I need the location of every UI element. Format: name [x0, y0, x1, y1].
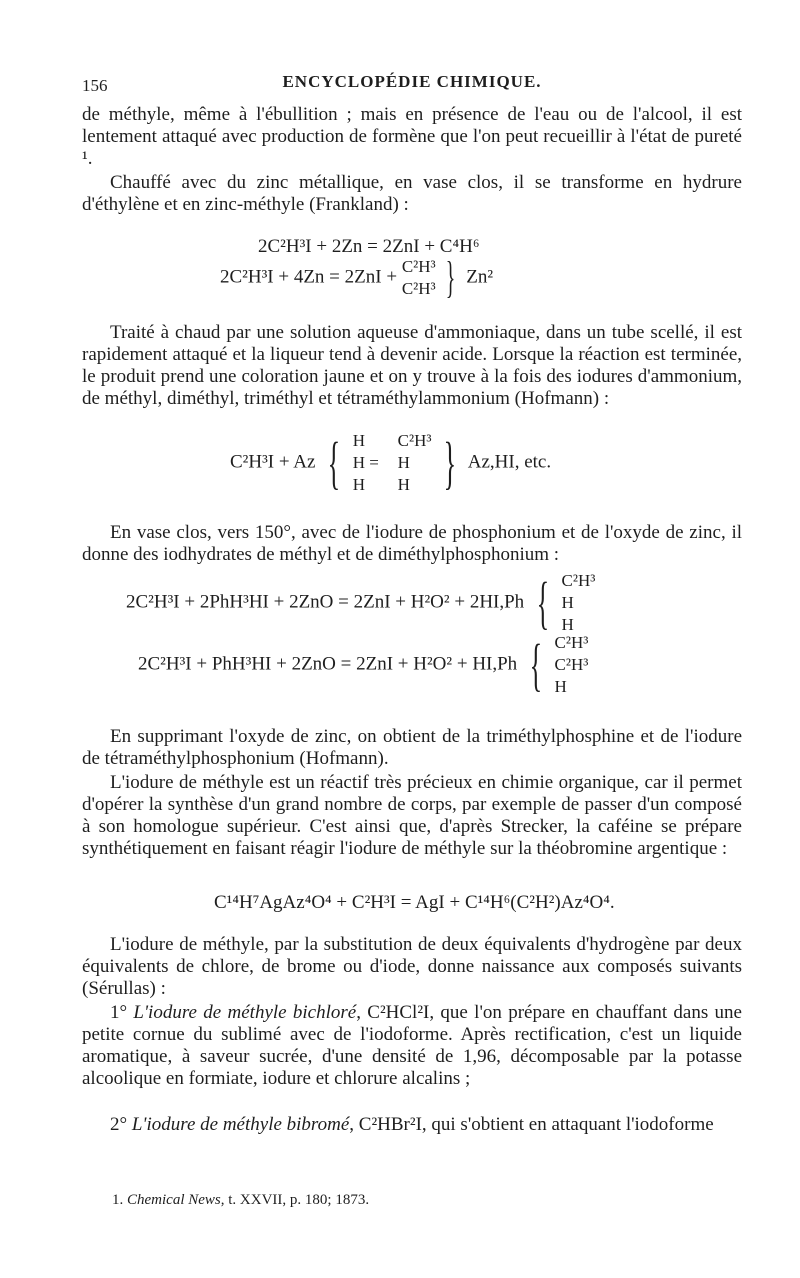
equation-left: C²H³I + Az [230, 451, 316, 473]
brace-symbol: } [443, 430, 457, 495]
item-number: 1° [110, 1002, 134, 1023]
brace-symbol: { [536, 570, 550, 635]
paragraph-text: En vase clos, vers 150°, avec de l'iodure de phosphonium et de l'oxyde de zinc, il donne des iodhydrates de méthyl et de diméthylphosphonium : [82, 522, 742, 565]
paragraph-text: de méthyle, même à l'ébullition ; mais en présence de l'eau ou de l'alcool, il est lentement attaqué avec production de formène que l'on peut recueillir à l'état de pureté ¹. [82, 104, 742, 169]
paragraph-text [82, 1002, 742, 1090]
stack-line: H [554, 677, 567, 696]
equation-left: 2C²H³I + 2PhH³HI + 2ZnO = 2ZnI + H²O² + 2HI,Ph [126, 591, 525, 613]
page-number: 156 [82, 76, 108, 95]
paragraph-text [82, 1114, 742, 1136]
equation-stack [402, 256, 436, 300]
paragraph-text: L'iodure de méthyle est un réactif très précieux en chimie organique, car il permet d'opérer la synthèse d'un grand nombre de corps, par exemple de passer d'un composé à son homologue supérieur. C'est ainsi que, d'après Strecker, la caféine se prépare synthétiquement en faisant réagir l'iodure de méthyle sur la théobromine argentique : [82, 772, 742, 859]
footnote-details: , t. XXVII, p. 180; 1873. [220, 1192, 370, 1208]
stack-line: C²H³ [397, 431, 432, 450]
paragraph-text: En supprimant l'oxyde de zinc, on obtient de la triméthylphosphine et de l'iodure de tétraméthylphosphonium (Hofmann). [82, 726, 742, 769]
stack-line: H [352, 431, 366, 450]
footnote-number: 1. [112, 1192, 127, 1208]
paragraph-2 [82, 172, 742, 216]
stack-line: H [397, 475, 410, 494]
paragraph-9 [82, 1114, 742, 1136]
equation-3 [230, 430, 551, 496]
paragraph-text: Chauffé avec du zinc métallique, en vase clos, il se transforme en hydrure d'éthylène et en zinc-méthyle (Frankland) : [82, 172, 742, 215]
paragraph-3 [82, 322, 742, 410]
equation-stack [398, 430, 432, 496]
paragraph-1 [82, 104, 742, 170]
equation-right: Az,HI, etc. [467, 451, 552, 473]
equation-5 [138, 632, 588, 698]
equation-stack [562, 570, 596, 636]
brace-symbol: { [529, 632, 543, 697]
equation-6: C¹⁴H⁷AgAz⁴O⁴ + C²H³I = AgI + C¹⁴H⁶(C²H²)Az⁴O⁴. [214, 892, 615, 913]
stack-line: C²H³ [554, 655, 589, 674]
stack-line: H [561, 593, 574, 612]
stack-line: H [561, 615, 574, 634]
item-title: L'iodure de méthyle bibromé [131, 1114, 350, 1135]
equation-2 [220, 253, 494, 302]
paragraph-5 [82, 726, 742, 770]
stack-line: H = [352, 453, 379, 472]
brace-symbol: { [327, 430, 341, 495]
paragraph-7 [82, 934, 742, 1000]
equation-stack [555, 632, 589, 698]
item-body: , C²HBr²I, qui s'obtient en attaquant l'iodoforme [349, 1114, 714, 1135]
stack-line: C²H³ [401, 279, 436, 298]
item-body: , C²HCl²I, que l'on prépare en chauffant dans une petite cornue du sublimé avec de l'iodoforme. Après rectification, c'est un liquide aromatique, à saveur sucrée, d'une densité de 1,96, décomposable par la potasse alcoolique en formiate, iodure et chlorure alcalins ; [82, 1002, 742, 1089]
footnote-source: Chemical News [127, 1192, 221, 1208]
paragraph-text: Traité à chaud par une solution aqueuse d'ammoniaque, dans un tube scellé, il est rapidement attaqué et la liqueur tend à devenir acide. Lorsque la réaction est terminée, le produit prend une coloration jaune et on y trouve à la fois des iodures d'ammonium, de méthyl, diméthyl, triméthyl et tétraméthylammonium (Hofmann) : [82, 322, 742, 409]
equation-stack [353, 430, 379, 496]
page-header [82, 72, 742, 96]
running-title: ENCYCLOPÉDIE CHIMIQUE. [282, 72, 542, 91]
equation-left: 2C²H³I + PhH³HI + 2ZnO = 2ZnI + H²O² + HI,Ph [138, 653, 518, 675]
item-title: L'iodure de méthyle bichloré [133, 1002, 357, 1023]
item-number: 2° [110, 1114, 132, 1135]
stack-line: H [397, 453, 410, 472]
stack-line: C²H³ [401, 257, 436, 276]
stack-line: C²H³ [561, 571, 596, 590]
stack-line: C²H³ [554, 633, 589, 652]
paragraph-6 [82, 772, 742, 860]
paragraph-text: L'iodure de méthyle, par la substitution de deux équivalents d'hydrogène par deux équivalents de chlore, de brome ou d'iode, donne naissance aux composés suivants (Sérullas) : [82, 934, 742, 999]
equation-left: 2C²H³I + 4Zn = 2ZnI + [220, 266, 398, 288]
equation-1: 2C²H³I + 2Zn = 2ZnI + C⁴H⁶ [258, 236, 480, 257]
equation-4 [126, 570, 595, 636]
brace-symbol: } [446, 253, 456, 302]
document-page [82, 0, 742, 1278]
footnote [112, 1192, 369, 1209]
paragraph-4 [82, 522, 742, 566]
equation-right: Zn² [466, 266, 494, 288]
stack-line: H [352, 475, 366, 494]
paragraph-8 [82, 1002, 742, 1090]
